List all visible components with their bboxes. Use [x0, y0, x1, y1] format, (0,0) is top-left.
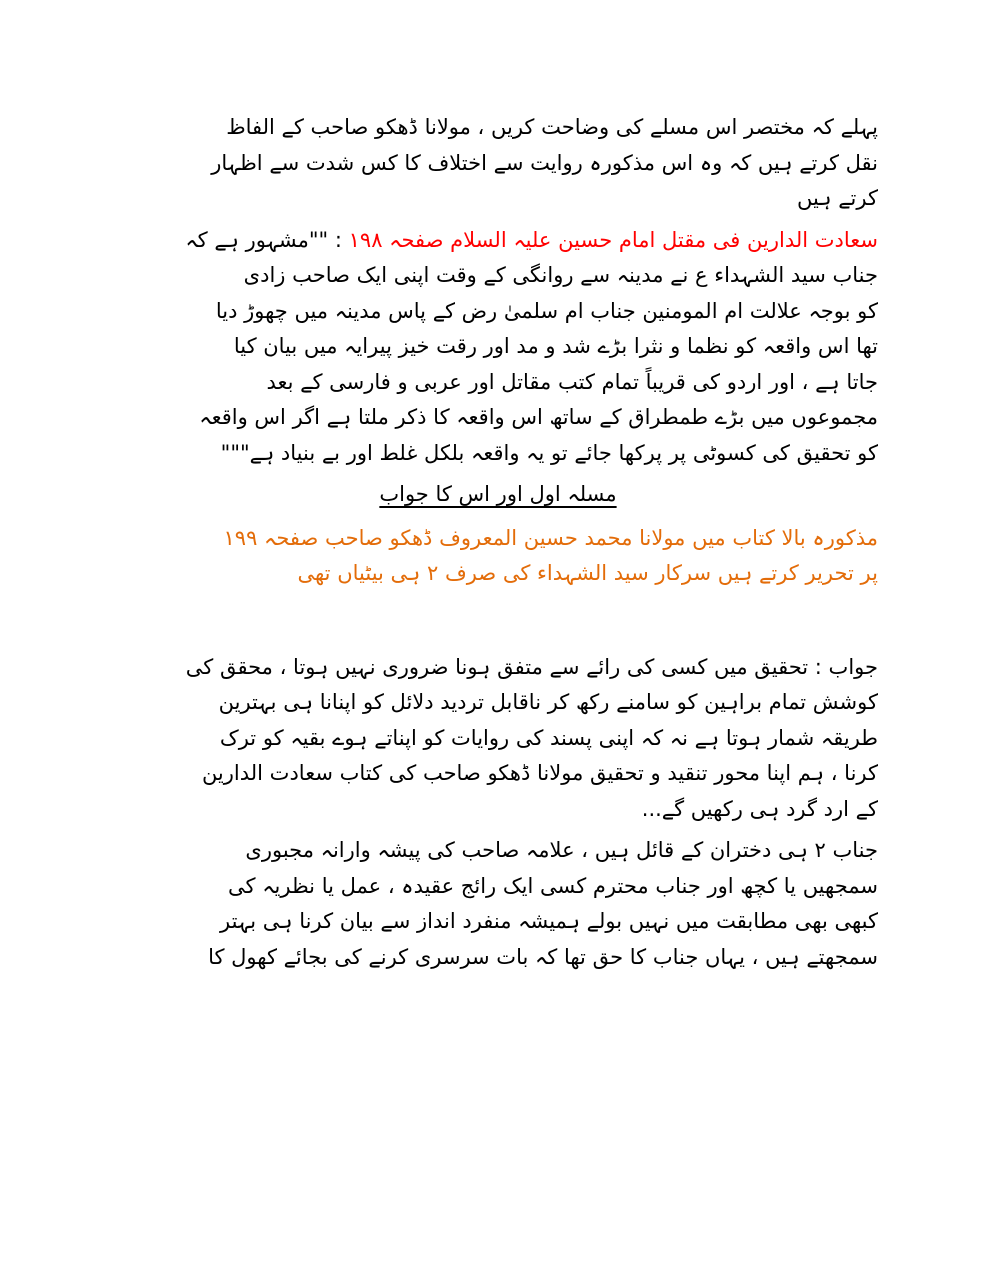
- text-line: جناب ۲ ہی دختران کے قائل ہیں ، علامہ صاحب کی پیشہ وارانہ مجبوری: [245, 838, 878, 862]
- text-line: تھا اس واقعہ کو نظما و نثرا بڑے شد و مد اور رقت خیز پیرایہ میں بیان کیا: [233, 334, 878, 358]
- text-line: کرنا ، ہم اپنا محور تنقید و تحقیق مولانا ڈھکو صاحب کی کتاب سعادت الدارین: [201, 761, 878, 785]
- source-citation: سعادت الدارین فی مقتل امام حسین علیہ السلام صفحہ ۱۹۸: [348, 227, 878, 252]
- text-line: کرتے ہیں: [796, 186, 878, 210]
- text-line: پہلے کہ مختصر اس مسلے کی وضاحت کریں ، مولانا ڈھکو صاحب کے الفاظ: [226, 115, 878, 139]
- text-line: سمجھیں یا کچھ اور جناب محترم کسی ایک رائج عقیدہ ، عمل یا نظریہ کی: [228, 873, 878, 898]
- text-line: مذکورہ بالا کتاب میں مولانا محمد حسین المعروف ڈھکو صاحب صفحہ ۱۹۹: [223, 525, 878, 550]
- quotation-paragraph: [118, 223, 878, 472]
- section-heading-text: مسلہ اول اور اس کا جواب: [379, 482, 617, 506]
- text-line: [118, 223, 878, 259]
- text-line: کے ارد گرد ہی رکھیں گے...: [641, 796, 878, 821]
- highlighted-claim-paragraph: [118, 521, 878, 592]
- discussion-paragraph: [118, 833, 878, 975]
- text-line: مجموعوں میں بڑے طمطراق کے ساتھ اس واقعہ کا ذکر ملتا ہے اگر اس واقعہ: [199, 405, 878, 429]
- text-line: طریقہ شمار ہوتا ہے نہ کہ اپنی پسند کی روایات کو اپناتے ہوے بقیہ کو ترک: [219, 725, 878, 750]
- text-line: نقل کرتے ہیں کہ وہ اس مذکورہ روایت سے اختلاف کا کس شدت سے اظہار: [211, 150, 878, 175]
- text-line: کو تحقیق کی کسوٹی پر پرکھا جائے تو یہ واقعہ بلکل غلط اور بے بنیاد ہے""": [220, 440, 878, 465]
- document-page: [118, 110, 878, 975]
- answer-paragraph: [118, 650, 878, 828]
- text-line: جاتا ہے ، اور اردو کی قریباً تمام کتب مقاتل اور عربی و فارسی کے بعد: [266, 369, 878, 394]
- text-line: کو بوجہ علالت ام المومنین جناب ام سلمیٰ رض کے پاس مدینہ میں چھوڑ دیا: [215, 298, 878, 323]
- text-line: جواب : تحقیق میں کسی کی رائے سے متفق ہونا ضروری نہیں ہوتا ، محقق کی: [185, 654, 878, 679]
- text-line: جناب سید الشہداء ع نے مدینہ سے روانگی کے وقت اپنی ایک صاحب زادی: [243, 263, 878, 287]
- intro-paragraph: [118, 110, 878, 217]
- text-line: کبھی بھی مطابقت میں نہیں بولے ہمیشہ منفرد انداز سے بیان کرنا ہی بہتر: [220, 909, 878, 933]
- text-line: کوشش تمام براہین کو سامنے رکھ کر ناقابل تردید دلائل کو اپنانا ہی بہترین: [218, 690, 878, 714]
- section-heading: [118, 477, 878, 513]
- text-line: سمجھتے ہیں ، یہاں جناب کا حق تھا کہ بات سرسری کرنے کی بجائے کھول کا: [208, 944, 878, 969]
- text-line: پر تحریر کرتے ہیں سرکار سید الشہداء کی صرف ۲ ہی بیٹیاں تھی: [297, 561, 878, 585]
- quote-opening: : ""مشہور ہے کہ: [185, 227, 349, 252]
